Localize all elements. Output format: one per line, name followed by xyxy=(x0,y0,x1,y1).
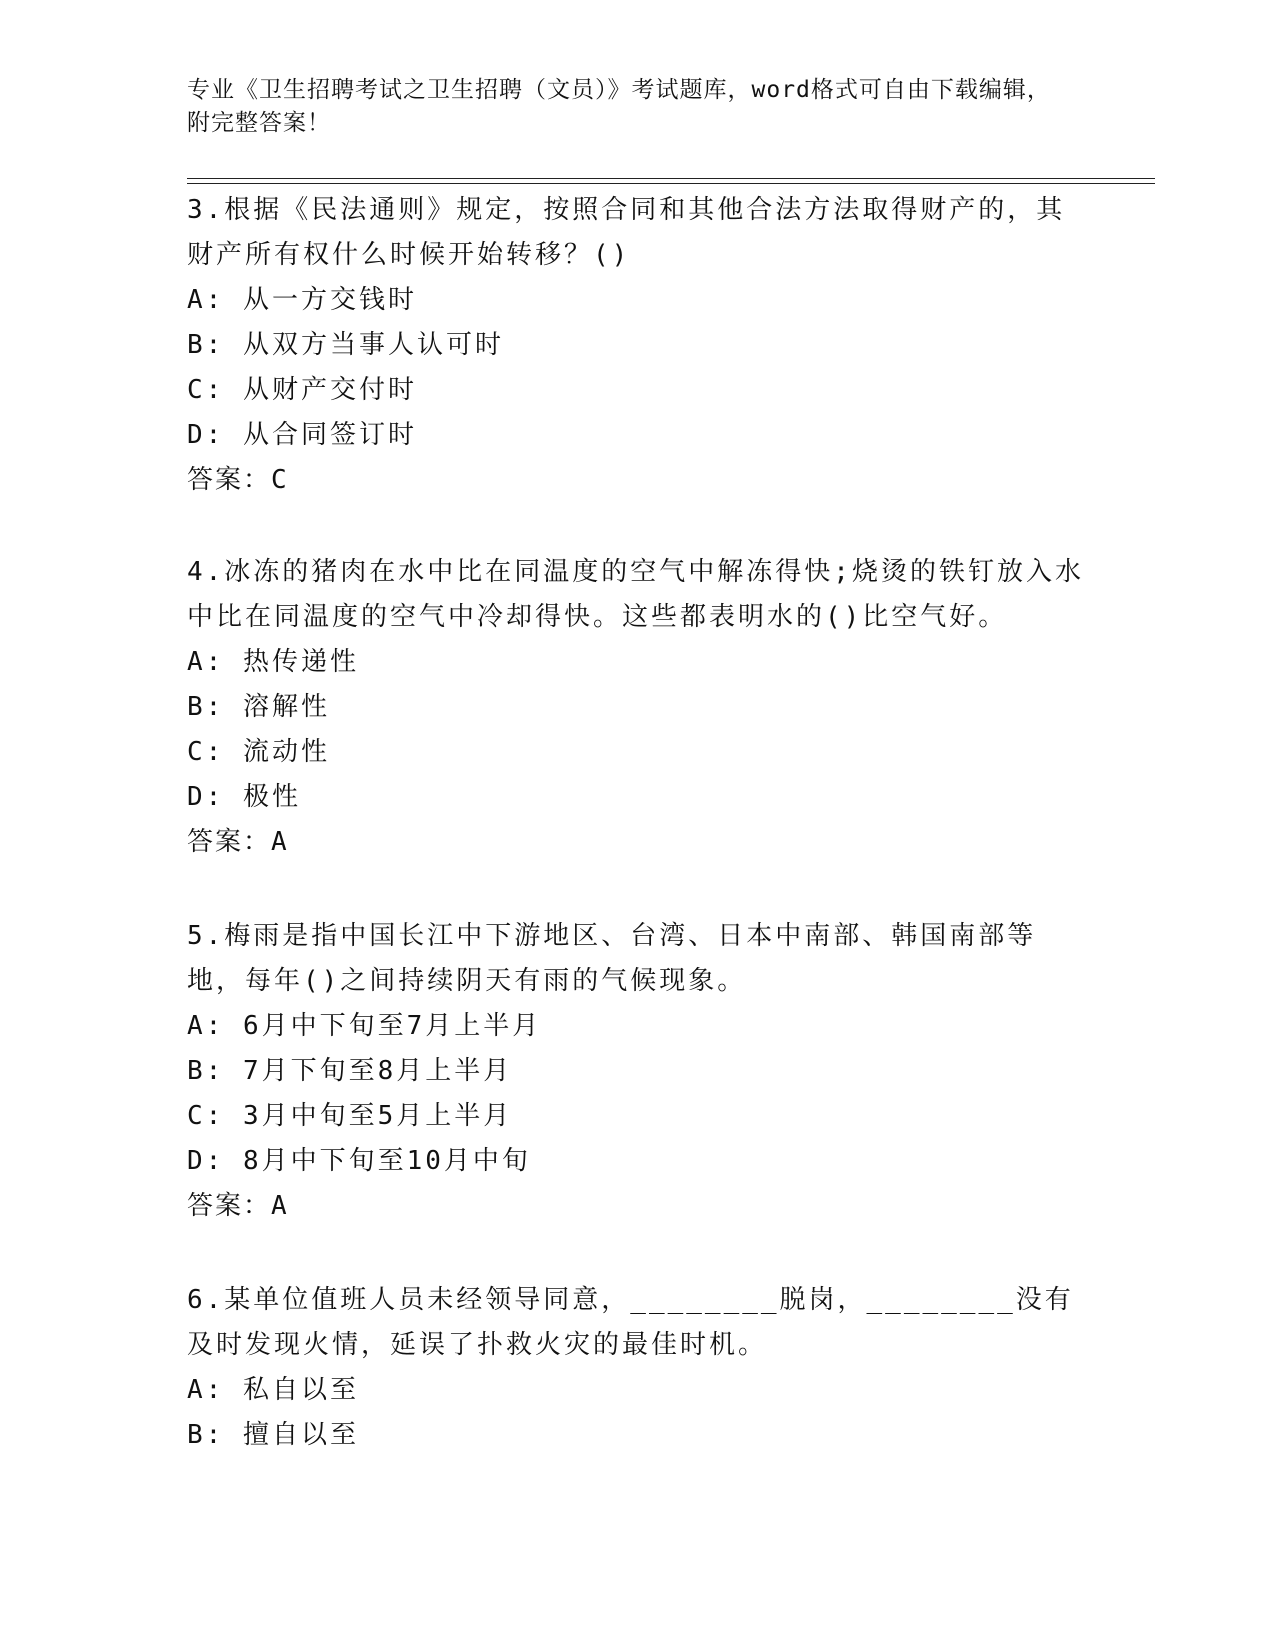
question-5 xyxy=(187,914,1087,1229)
answer: 答案：C xyxy=(187,465,289,495)
question-3 xyxy=(187,188,1087,503)
option-d: D: 8月中下旬至10月中旬 xyxy=(187,1146,531,1176)
option-a: A: 热传递性 xyxy=(187,647,359,677)
question-6 xyxy=(187,1278,1087,1458)
option-b: B: 7月下旬至8月上半月 xyxy=(187,1056,513,1086)
header-divider-top xyxy=(187,178,1155,179)
header-divider-bottom xyxy=(187,183,1155,184)
option-a: A: 私自以至 xyxy=(187,1375,359,1405)
option-a: A: 6月中下旬至7月上半月 xyxy=(187,1011,542,1041)
question-4 xyxy=(187,550,1087,865)
question-text: 6.某单位值班人员未经领导同意，________脱岗，________没有及时发现火情，延误了扑救火灾的最佳时机。 xyxy=(187,1285,1074,1360)
question-text: 3.根据《民法通则》规定，按照合同和其他合法方法取得财产的，其财产所有权什么时候开始转移？() xyxy=(187,195,1066,270)
question-text: 5.梅雨是指中国长江中下游地区、台湾、日本中南部、韩国南部等地，每年()之间持续阴天有雨的气候现象。 xyxy=(187,921,1037,996)
answer: 答案：A xyxy=(187,827,289,857)
question-text: 4.冰冻的猪肉在水中比在同温度的空气中解冻得快;烧烫的铁钉放入水中比在同温度的空气中冷却得快。这些都表明水的()比空气好。 xyxy=(187,557,1084,632)
option-c: C: 3月中旬至5月上半月 xyxy=(187,1101,513,1131)
option-d: D: 从合同签订时 xyxy=(187,420,417,450)
option-a: A: 从一方交钱时 xyxy=(187,285,417,315)
option-b: B: 溶解性 xyxy=(187,692,330,722)
document-intro: 专业《卫生招聘考试之卫生招聘（文员）》考试题库，word格式可自由下载编辑，附完整答案！ xyxy=(187,77,1051,136)
answer: 答案：A xyxy=(187,1191,289,1221)
option-b: B: 擅自以至 xyxy=(187,1420,359,1450)
option-b: B: 从双方当事人认可时 xyxy=(187,330,504,360)
option-d: D: 极性 xyxy=(187,782,301,812)
option-c: C: 流动性 xyxy=(187,737,330,767)
option-c: C: 从财产交付时 xyxy=(187,375,417,405)
